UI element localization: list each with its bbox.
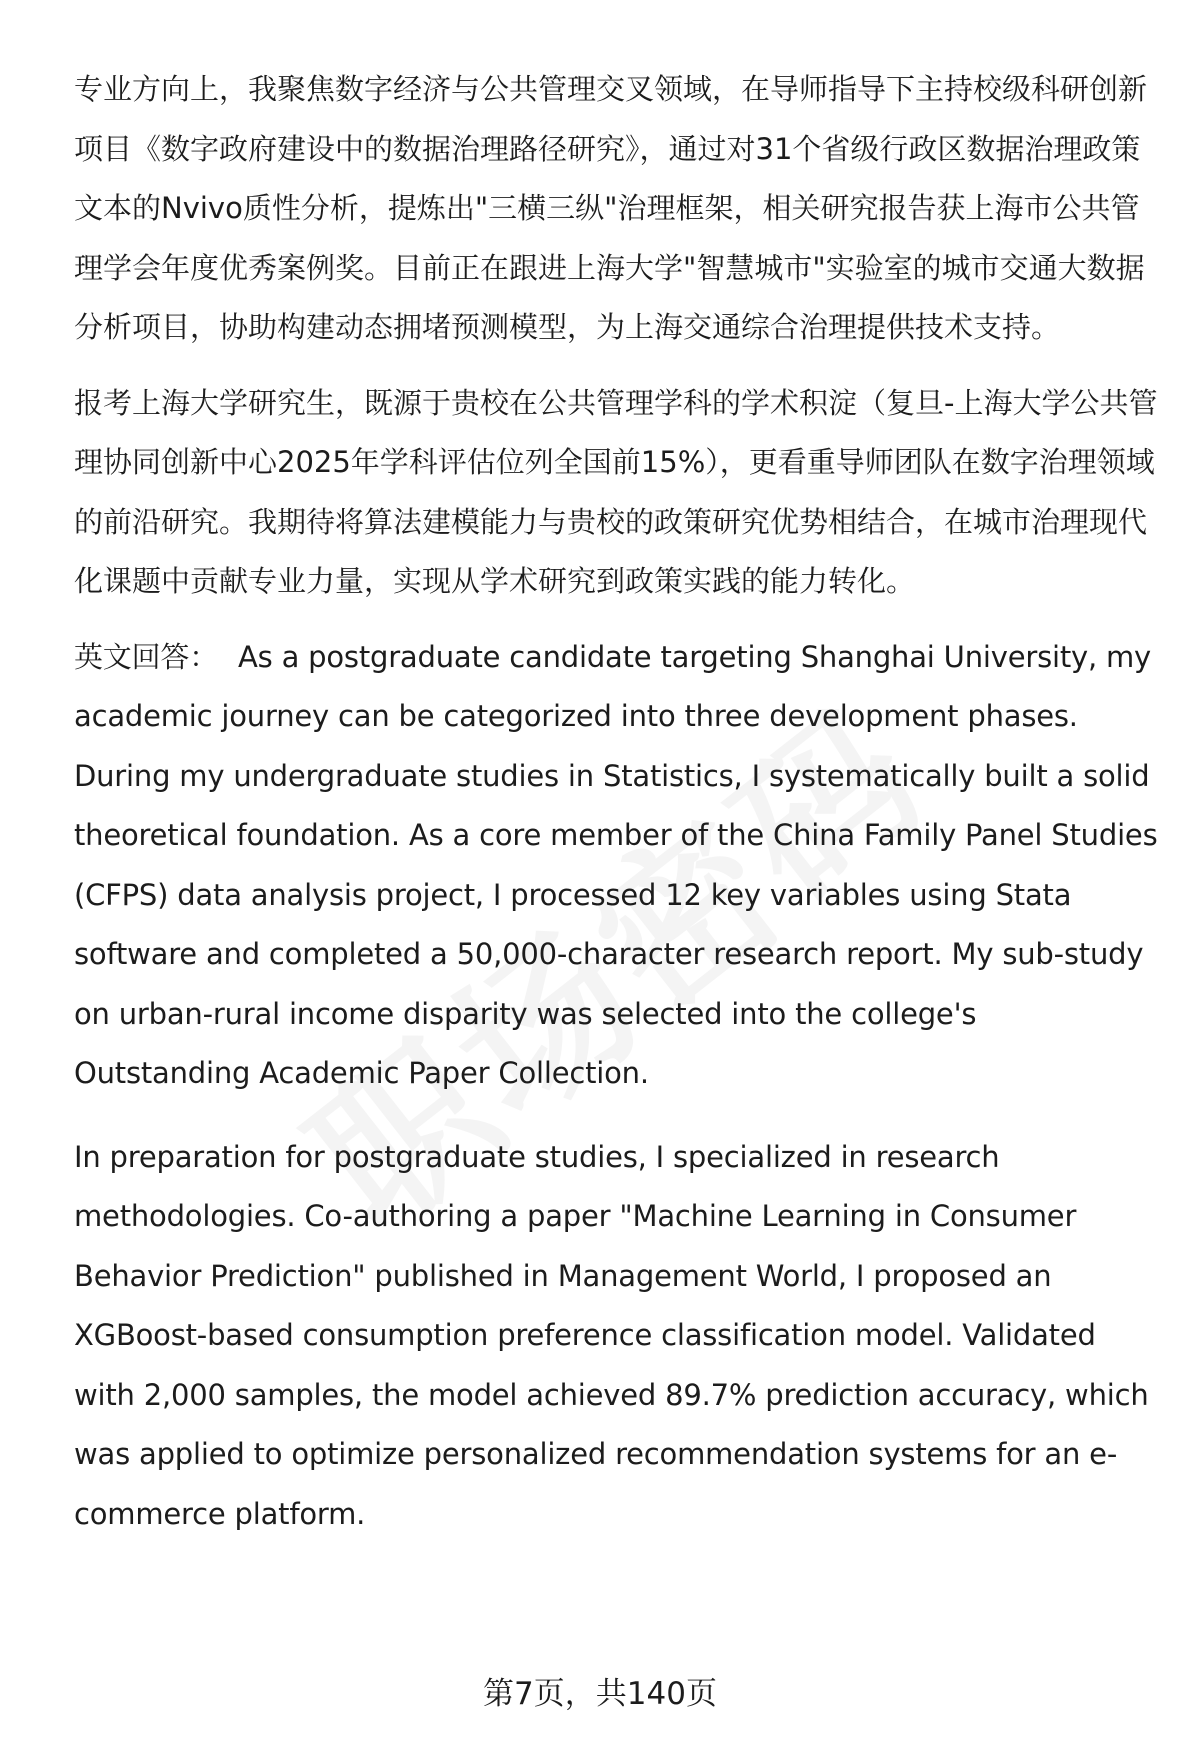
paragraph-english-answer: [74, 628, 1159, 1104]
paragraph-application-motivation: 报考上海大学研究生，既源于贵校在公共管理学科的学术积淀（复旦-上海大学公共管理协同创新中心2025年学科评估位列全国前15%），更看重导师团队在数字治理领域的前沿研究。我期待将算法建模能力与贵校的政策研究优势相结合，在城市治理现代化课题中贡献专业力量，实现从学术研究到政策实践的能力转化。: [74, 385, 1158, 598]
paragraph-research-direction: 专业方向上，我聚焦数字经济与公共管理交叉领域，在导师指导下主持校级科研创新项目《数字政府建设中的数据治理路径研究》，通过对31个省级行政区数据治理政策文本的Nvivo质性分析，提炼出"三横三纵"治理框架，相关研究报告获上海市公共管理学会年度优秀案例奖。目前正在跟进上海大学"智慧城市"实验室的城市交通大数据分析项目，协助构建动态拥堵预测模型，为上海交通综合治理提供技术支持。: [74, 72, 1148, 344]
paragraph-research-methods: In preparation for postgraduate studies, I specialized in research methodologies. Co-authoring a paper "Machine Learning in Consumer Behavior Prediction" published in Management World, I proposed an XGBoost-based consumption preference classification model. Validated with 2,000 samples, the model achieved 89.7% prediction accuracy, which was applied to optimize personalized recommendation systems for an e-commerce platform.: [74, 1139, 1149, 1531]
english-answer-text: As a postgraduate candidate targeting Shanghai University, my academic journey can be categorized into three development phases. During my undergraduate studies in Statistics, I systematically built a solid theoretical foundation. As a core member of the China Family Panel Studies (CFPS) data analysis project, I processed 12 key variables using Stata software and completed a 50,000-character research report. My sub-study on urban-rural income disparity was selected into the college's Outstanding Academic Paper Collection.: [74, 639, 1158, 1090]
document-body: [74, 60, 1159, 1544]
english-answer-label: 英文回答：: [74, 639, 219, 674]
page-number: 第7页，共140页: [483, 1676, 717, 1712]
